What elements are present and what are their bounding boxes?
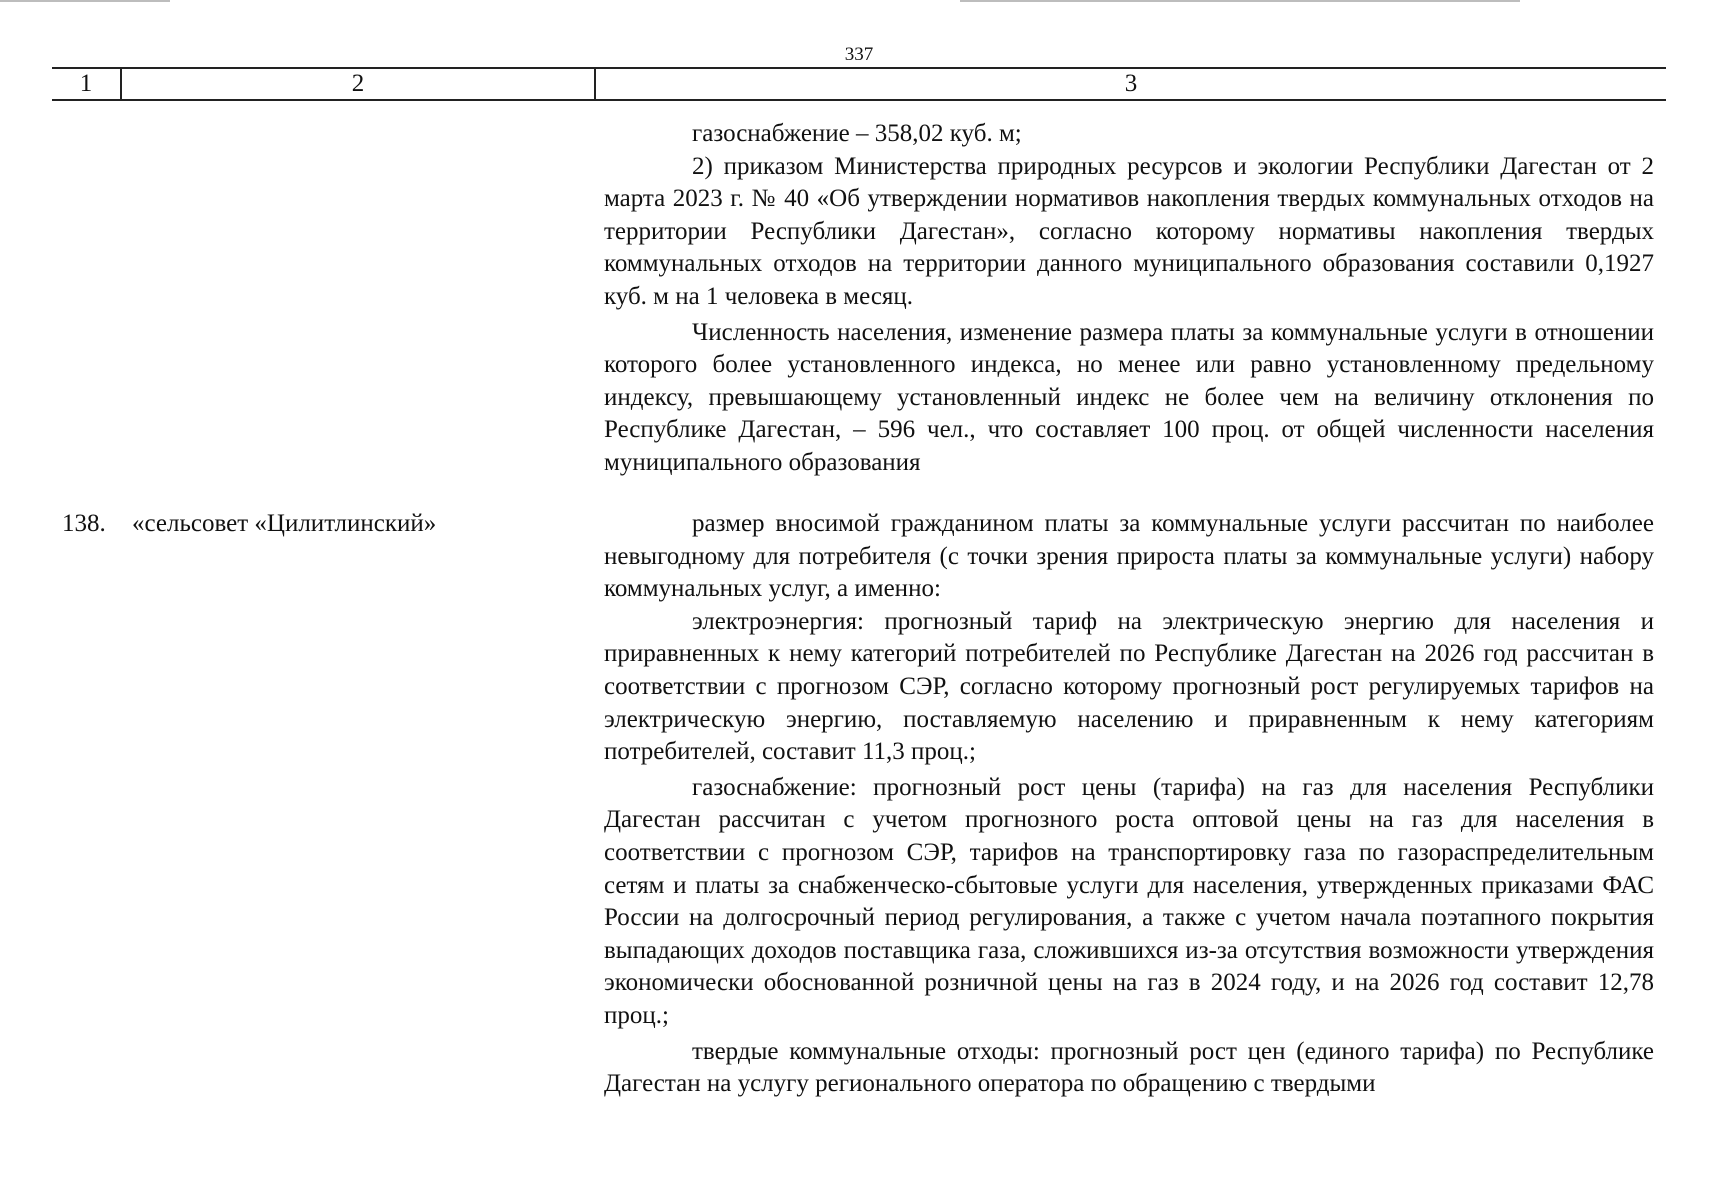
page-number: 337 (844, 44, 874, 65)
paragraph: газоснабжение: прогнозный рост цены (тарифа) на газ для населения Республики Дагестан рассчитан с учетом прогнозного роста оптовой цены на газ для населения в соответствии с прогнозом СЭР, тарифов на транспортировку газа по газораспределительным сетям и платы за снабженческо-сбытовые услуги для населения, утвержденных приказами ФАС России на долгосрочный период регулирования, а также с учетом начала поэтапного покрытия выпадающих доходов поставщика газа, сложившихся из-за отсутствия возможности утверждения экономически обоснованной розничной цены на газ в 2024 году, и на 2026 год составит 12,78 проц.; (604, 773, 1654, 1029)
table-header-col2: 2 (351, 70, 365, 97)
table-header-col3: 3 (1124, 70, 1138, 97)
table-header-col1: 1 (79, 70, 93, 97)
paragraph: твердые коммунальные отходы: прогнозный рост цен (единого тарифа) по Республике Дагестан на услугу регионального оператора по обращению с твердыми (604, 1037, 1654, 1098)
previous-row-content (604, 118, 1654, 480)
table-header-bottom-rule (52, 99, 1666, 101)
paragraph: размер вносимой гражданином платы за коммунальные услуги рассчитан по наиболее невыгодному для потребителя (с точки зрения прироста платы за коммунальные услуги) набору коммунальных услуг, а именно: (604, 510, 1654, 603)
paragraph: 2) приказом Министерства природных ресурсов и экологии Республики Дагестан от 2 марта 2023 г. № 40 «Об утверждении нормативов накопления твердых коммунальных отходов на территории Республики Дагестан», согласно которому нормативы накопления твердых коммунальных отходов на территории данного муниципального образования составили 0,1927 куб. м на 1 человека в месяц. (604, 152, 1654, 310)
municipality-name: «сельсовет «Цилитлинский» (132, 510, 437, 537)
scan-artifact-top-left (0, 0, 170, 2)
paragraph: газоснабжение – 358,02 куб. м; (692, 120, 1022, 147)
table-header-top-rule (52, 67, 1666, 69)
row-number: 138. (62, 510, 106, 537)
scan-artifact-top-right (960, 0, 1520, 2)
paragraph: Численность населения, изменение размера платы за коммунальные услуги в отношении которого более установленного индекса, но менее или равно установленному предельному индексу, превышающему установленный индекс не более чем на величину отклонения по Республике Дагестан, – 596 чел., что составляет 100 проц. от общей численности населения муниципального образования (604, 318, 1654, 476)
row-138-content (604, 508, 1654, 1101)
paragraph: электроэнергия: прогнозный тариф на электрическую энергию для населения и приравненных к нему категорий потребителей по Республике Дагестан на 2026 год рассчитан в соответствии с прогнозом СЭР, согласно которому прогнозный рост регулируемых тарифов на электрическую энергию, поставляемую населению и приравненным к нему категориям потребителей, составит 11,3 проц.; (604, 607, 1654, 766)
